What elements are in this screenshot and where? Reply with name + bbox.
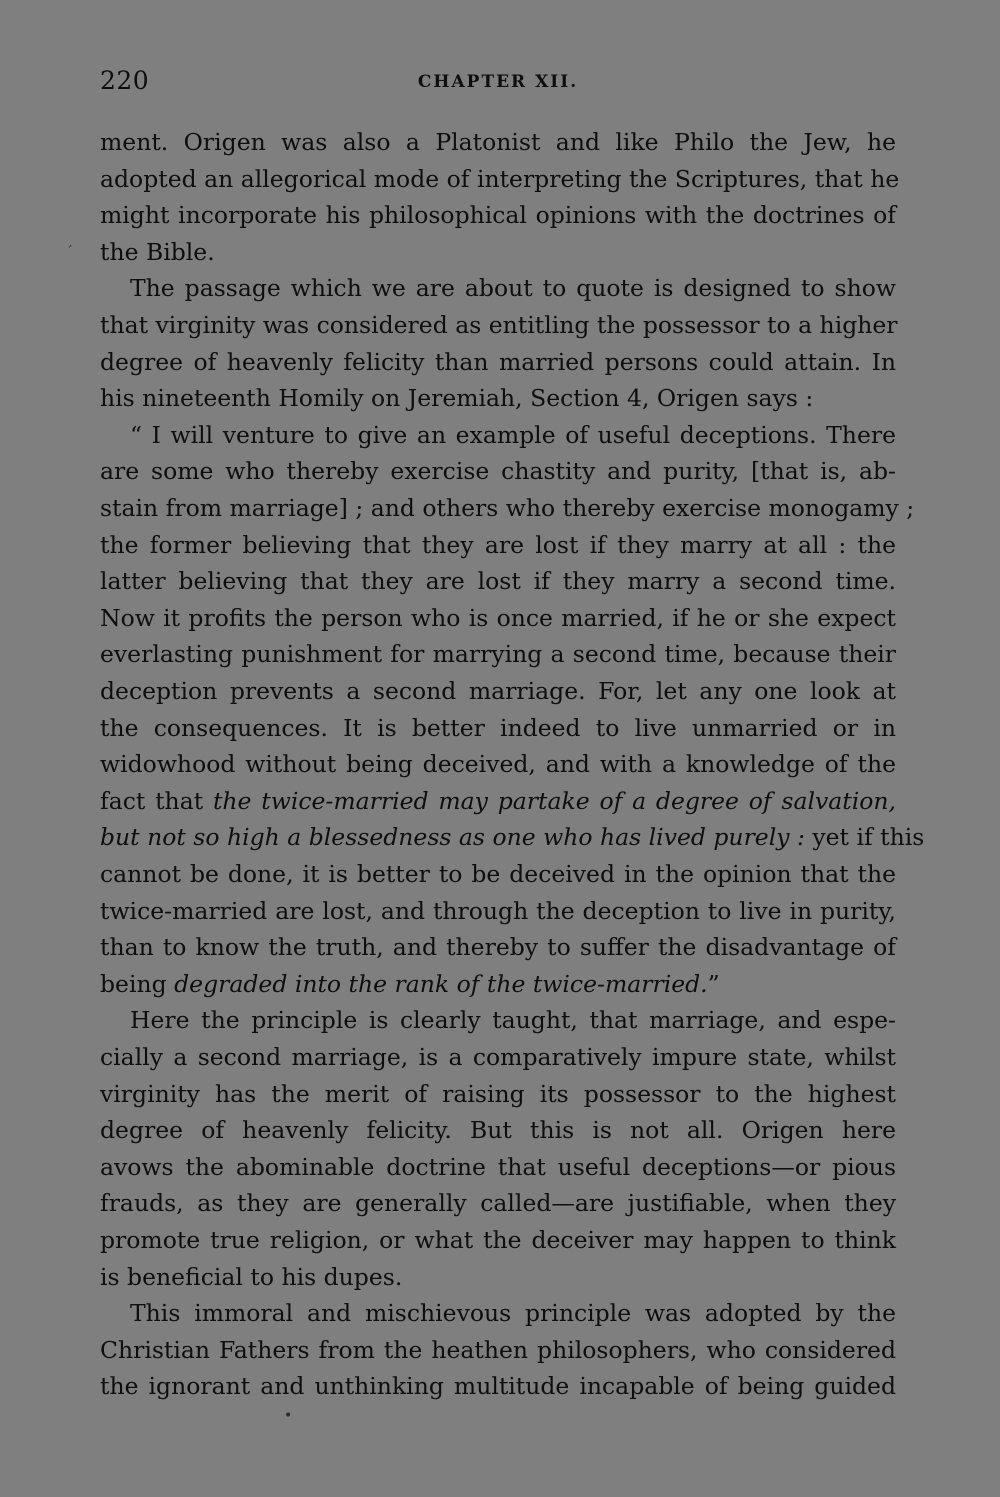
text-run: degree of heavenly felicity. But this is not all. Origen here [100, 1116, 896, 1145]
text-line [100, 893, 896, 930]
text-run: the Bible. [100, 237, 215, 266]
text-line [100, 1332, 896, 1369]
text-line [100, 197, 896, 234]
text-run: adopted an allegorical mode of interpreting the Scriptures, that he [100, 164, 900, 193]
text-run: frauds, as they are generally called—are justifiable, when they [100, 1189, 896, 1218]
text-line [100, 453, 896, 490]
text-line [100, 1076, 896, 1113]
text-run: The passage which we are about to quote is designed to show [130, 274, 896, 303]
text-run: is beneficial to his dupes. [100, 1262, 403, 1291]
text-line [100, 783, 896, 820]
text-run: latter believing that they are lost if they marry a second time. [100, 567, 896, 596]
text-run: everlasting punishment for marrying a second time, because their [100, 640, 896, 669]
text-line [100, 1149, 896, 1186]
text-run: promote true religion, or what the deceiver may happen to think [100, 1226, 896, 1254]
text-line [100, 1185, 896, 1222]
text-line [100, 710, 896, 747]
text-run: being [100, 969, 175, 998]
text-run: twice-married are lost, and through the deception to live in purity, [100, 896, 896, 925]
text-run: Christian Fathers from the heathen philosophers, who considered [100, 1335, 896, 1364]
text-run: widowhood without being deceived, and with a knowledge of the [100, 750, 896, 779]
text-run: ment. Origen was also a Platonist and like Philo the Jew, he [100, 128, 896, 156]
text-line [100, 1002, 896, 1039]
text-line [100, 563, 896, 600]
text-line [100, 929, 896, 966]
text-run: his nineteenth Homily on Jeremiah, Section 4, Origen says : [100, 384, 814, 413]
text-run: avows the abominable doctrine that useful deceptions—or pious [100, 1152, 896, 1181]
text-run: virginity has the merit of raising its possessor to the highest [100, 1079, 896, 1108]
text-run: stain from marriage] ; and others who thereby exercise monogamy ; [100, 494, 915, 522]
text-run: Now it profits the person who is once married, if he or she expect [100, 603, 896, 632]
text-line [100, 673, 896, 710]
text-run: cially a second marriage, is a comparatively impure state, whilst [100, 1043, 896, 1071]
text-run: the former believing that they are lost if they marry at all : the [100, 530, 896, 559]
page-number: 220 [100, 66, 150, 95]
text-line [100, 1259, 896, 1296]
text-run: fact that [100, 786, 213, 815]
text-line [100, 124, 896, 161]
text-line [100, 1222, 896, 1259]
text-line [100, 856, 896, 893]
italic-run: but not so high a blessedness as one who has lived purely : [100, 823, 805, 852]
text-line [100, 1368, 896, 1405]
text-line [100, 527, 896, 564]
text-line [100, 380, 896, 417]
text-run: This immoral and mischievous principle was adopted by the [130, 1299, 896, 1328]
page-header [100, 66, 896, 100]
text-run: Here the principle is clearly taught, that marriage, and espe- [130, 1006, 896, 1035]
text-run: deception prevents a second marriage. For, let any one look at [100, 677, 896, 705]
text-run: ” [707, 969, 720, 998]
text-run: might incorporate his philosophical opinions with the doctrines of [100, 201, 896, 230]
text-run: yet if this [804, 823, 925, 852]
text-line [100, 746, 896, 783]
text-run: that virginity was considered as entitling the possessor to a higher [100, 311, 898, 339]
text-line [100, 1112, 896, 1149]
text-line [100, 307, 896, 344]
text-line [100, 1295, 896, 1332]
text-line [100, 270, 896, 307]
text-line [100, 819, 925, 856]
text-line [100, 234, 896, 271]
text-line [100, 600, 896, 637]
text-run: the consequences. It is better indeed to live unmarried or in [100, 713, 896, 742]
text-line [100, 417, 896, 454]
speck-mark: ´ [66, 244, 73, 260]
italic-run: degraded into the rank of the twice-married. [174, 969, 708, 998]
running-head: CHAPTER XII. [417, 72, 579, 92]
text-line [100, 1039, 896, 1076]
text-run: the ignorant and unthinking multitude incapable of being guided [100, 1372, 896, 1401]
text-line [100, 344, 896, 381]
text-line [100, 490, 915, 527]
italic-run: the twice-married may partake of a degree of salvation, [212, 786, 896, 815]
text-run: than to know the truth, and thereby to suffer the disadvantage of [100, 933, 896, 962]
text-run: degree of heavenly felicity than married persons could attain. In [100, 347, 896, 376]
text-line [100, 966, 896, 1003]
text-run: cannot be done, it is better to be deceived in the opinion that the [100, 860, 896, 888]
speck-mark: • [284, 1408, 293, 1424]
text-run: are some who thereby exercise chastity and purity, [that is, ab- [100, 457, 896, 486]
text-run: “ I will venture to give an example of useful deceptions. There [130, 420, 896, 449]
text-line [100, 636, 896, 673]
text-line [100, 161, 900, 198]
